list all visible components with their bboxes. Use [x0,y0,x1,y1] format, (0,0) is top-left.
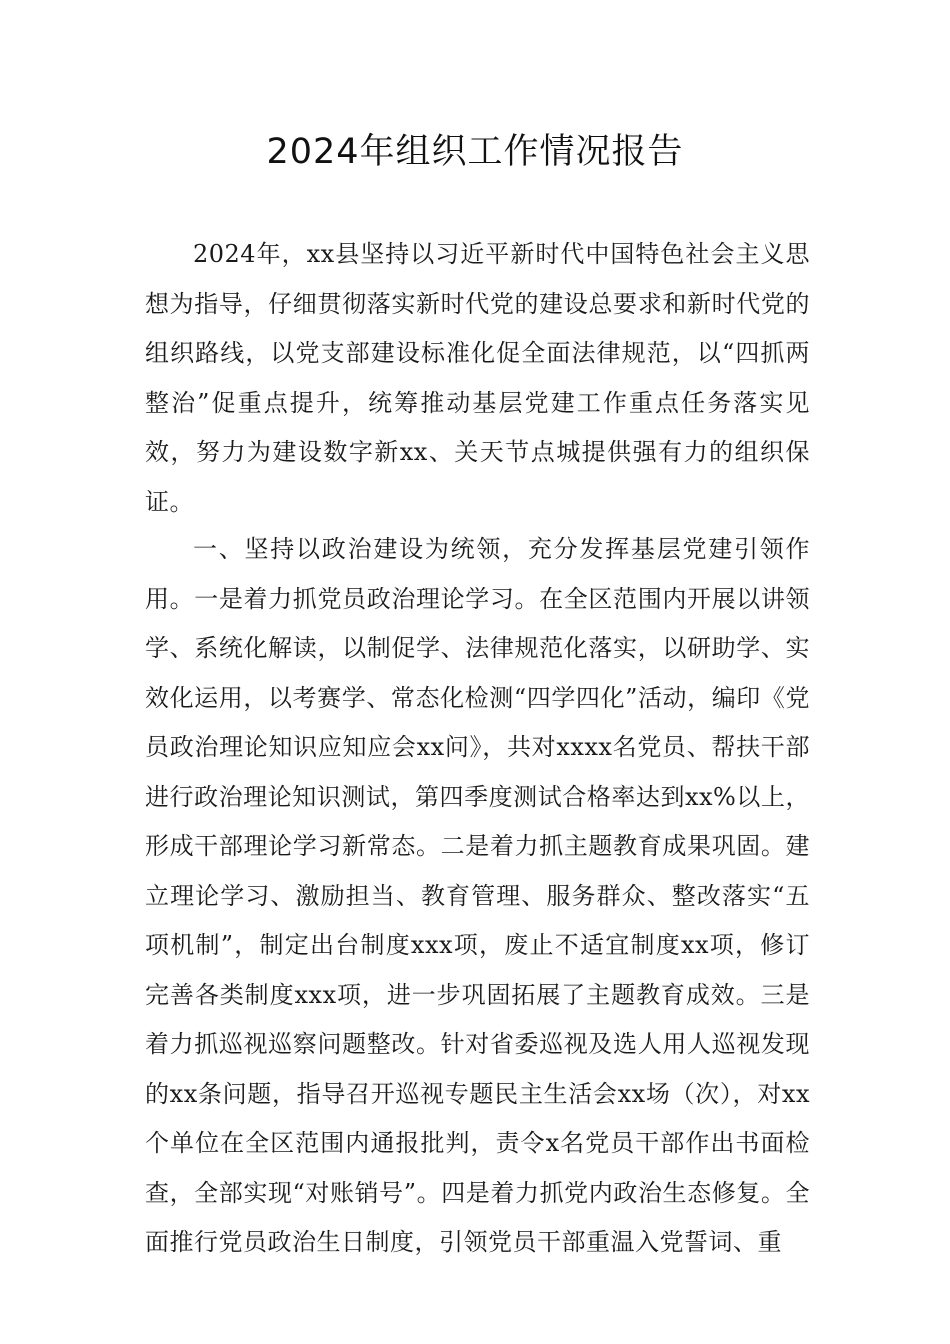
document-title: 2024年组织工作情况报告 [266,132,684,172]
paragraph-intro: 2024年，xx县坚持以习近平新时代中国特色社会主义思想为指导，仔细贯彻落实新时代党的建设总要求和新时代党的组织路线，以党支部建设标准化促全面法律规范，以“四抓两整治”促重点提升，统筹推动基层党建工作重点任务落实见效，努力为建设数字新xx、关天节点城提供强有力的组织保证。 [145,240,810,516]
paragraph-section-one: 一、坚持以政治建设为统领，充分发挥基层党建引领作用。一是着力抓党员政治理论学习。在全区范围内开展以讲领学、系统化解读，以制促学、法律规范化落实，以研助学、实效化运用，以考赛学、常态化检测“四学四化”活动，编印《党员政治理论知识应知应会xx问》，共对xxxx名党员、帮扶干部进行政治理论知识测试，第四季度测试合格率达到xx%以上，形成干部理论学习新常态。二是着力抓主题教育成果巩固。建立理论学习、激励担当、教育管理、服务群众、整改落实“五项机制”，制定出台制度xxx项，废止不适宜制度xx项，修订完善各类制度xxx项，进一步巩固拓展了主题教育成效。三是着力抓巡视巡察问题整改。针对省委巡视及选人用人巡视发现的xx条问题，指导召开巡视专题民主生活会xx场（次），对xx个单位在全区范围内通报批判，责令x名党员干部作出书面检查，全部实现“对账销号”。四是着力抓党内政治生态修复。全面推行党员政治生日制度，引领党员干部重温入党誓词、重 [145,535,810,1256]
